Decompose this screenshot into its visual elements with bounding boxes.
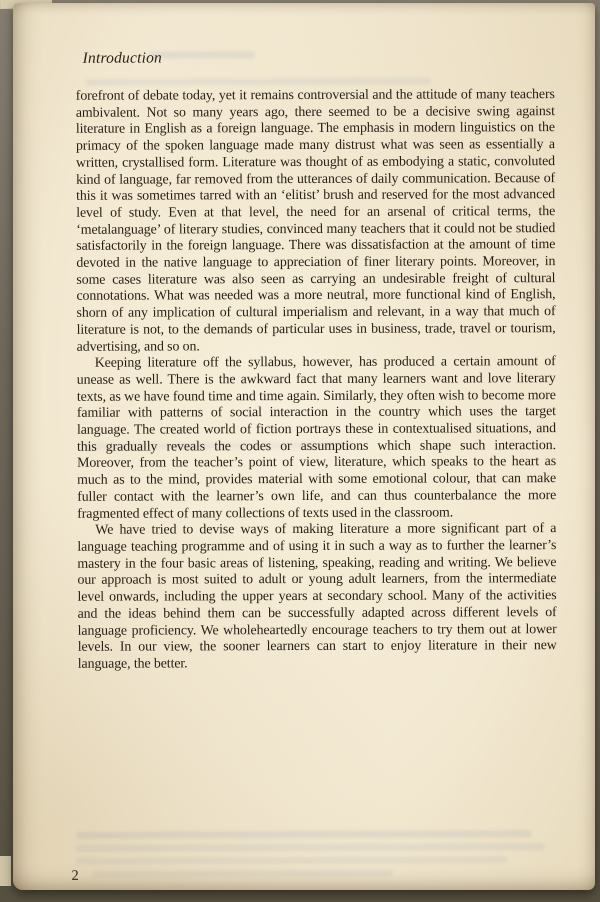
paragraph: forefront of debate today, yet it remains controversial and the attitude of many teachers ambivalent. Not so many years ago, there seemed to be a decisive swing against literature in English as a foreign language. The emphasis in modern linguistics on the primacy of the spoken language made many distrust what was seen as essentially a written, crystallised form. Literature was thought of as embodying a static, convoluted kind of language, far removed from the utterances of daily communication. Because of this it was sometimes tarred with an ‘elitist’ brush and reserved for the most advanced level of study. Even at that level, the need for an arsenal of critical terms, the ‘metalanguage’ of literary studies, convinced many teachers that it could not be studied satisfactorily in the foreign language. There was dissatisfaction at the amount of time devoted in the native language to appreciation of finer literary points. Moreover, in some cases literature was also seen as carrying an undesirable freight of cultural connotations. What was needed was a more neutral, more functional kind of English, shorn of any implication of cultural imperialism and relevant, in a way that much of literature is not, to the demands of particular uses in business, trade, travel or tourism, advertising, and so on. xyxy=(75,87,556,355)
show-through-text xyxy=(76,830,531,839)
show-through-text xyxy=(92,870,392,878)
page-number: 2 xyxy=(71,867,79,884)
paragraph: We have tried to devise ways of making literature a more significant part of a language teaching programme and of using it in such a way as to further the learner’s mastery in the four basic areas of listening, speaking, reading and writing. We believe our approach is most suited to adult or young adult learners, from the intermediate level onwards, including the upper years at secondary school. Many of the activities and the ideas behind them can be successfully adapted across different levels of language proficiency. We wholeheartedly encourage teachers to try them out at lower levels. In our view, the sooner learners can start to enjoy literature in their new language, the better. xyxy=(77,521,557,672)
book-page xyxy=(13,3,595,890)
show-through-text xyxy=(76,843,544,852)
show-through-text xyxy=(150,51,255,58)
body-text xyxy=(76,87,557,673)
show-through-text xyxy=(86,78,431,86)
paragraph: Keeping literature off the syllabus, however, has produced a certain amount of unease as well. There is the awkward fact that many learners want and love literary texts, as we have found time and time again. Similarly, they often wish to become more familiar with patterns of social interaction in the country which uses the target language. The created world of fiction portrays these in contextualised situations, and this gradually reveals the codes or assumptions which shape such interaction. Moreover, from the teacher’s point of view, literature, which speaks to the heart as much as to the mind, provides material with some emotional colour, that can make fuller contact with the learner’s own life, and can thus counterbalance the more fragmented effect of many collections of texts used in the classroom. xyxy=(76,354,557,522)
underlying-page-edge-bottom xyxy=(0,856,11,886)
show-through-text xyxy=(76,856,506,865)
page-content xyxy=(11,2,596,891)
running-head: Introduction xyxy=(82,49,163,67)
